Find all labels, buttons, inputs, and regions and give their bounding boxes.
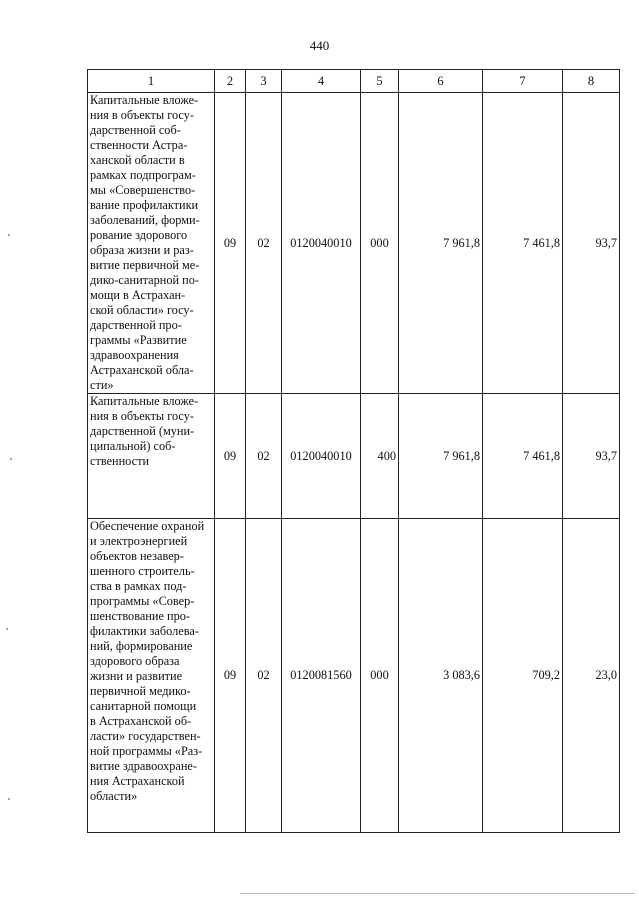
scan-artifact-dot bbox=[6, 628, 8, 630]
cell-percent: 93,7 bbox=[563, 394, 620, 519]
header-row bbox=[88, 70, 620, 93]
cell-percent: 93,7 bbox=[563, 93, 620, 394]
page-number: 440 bbox=[309, 38, 330, 53]
cell-rz: 09 bbox=[215, 394, 246, 519]
column-header: 1 bbox=[88, 70, 215, 93]
cell-vr: 400 bbox=[361, 394, 399, 519]
column-header: 7 bbox=[483, 70, 563, 93]
column-header: 4 bbox=[282, 70, 361, 93]
scan-artifact-dot bbox=[8, 798, 10, 800]
cell-pr: 02 bbox=[246, 394, 282, 519]
row-description: Капитальные вложе- ния в объекты госу- дарственной соб- ственности Астра- ханской области в рамках подпрограм- мы «Совершенство- вание профилактики заболеваний, форми- рование здорового образа жизни и раз- витие первичной ме- дико-санитарной по- мощи в Астрахан- ской области» госу- дарственной про- граммы «Развитие здравоохранения Астраханской обла- сти» bbox=[88, 93, 215, 394]
cell-plan: 7 961,8 bbox=[399, 93, 483, 394]
column-header: 5 bbox=[361, 70, 399, 93]
cell-rz: 09 bbox=[215, 93, 246, 394]
cell-vr: 000 bbox=[361, 93, 399, 394]
table-row bbox=[88, 93, 620, 394]
cell-plan: 7 961,8 bbox=[399, 394, 483, 519]
cell-rz: 09 bbox=[215, 519, 246, 833]
row-description: Обеспечение охраной и электроэнергией объектов незавер- шенного строитель- ства в рамках под- программы «Совер- шенствование про- филактики заболева- ний, формирование здорового образа жизни и развитие первичной медико- санитарной помощи в Астраханской об- ласти» государствен- ной программы «Раз- витие здравоохране- ния Астраханской области» bbox=[88, 519, 215, 833]
cell-csr: 0120040010 bbox=[282, 394, 361, 519]
column-header: 2 bbox=[215, 70, 246, 93]
cell-fact: 7 461,8 bbox=[483, 394, 563, 519]
cell-csr: 0120081560 bbox=[282, 519, 361, 833]
column-header: 3 bbox=[246, 70, 282, 93]
cell-csr: 0120040010 bbox=[282, 93, 361, 394]
cell-percent: 23,0 bbox=[563, 519, 620, 833]
table-row bbox=[88, 519, 620, 833]
cell-plan: 3 083,6 bbox=[399, 519, 483, 833]
budget-table bbox=[87, 69, 620, 833]
cell-fact: 7 461,8 bbox=[483, 93, 563, 394]
cell-fact: 709,2 bbox=[483, 519, 563, 833]
cell-vr: 000 bbox=[361, 519, 399, 833]
scan-artifact-dot bbox=[10, 458, 12, 460]
scan-artifact-line bbox=[240, 893, 635, 894]
table-row bbox=[88, 394, 620, 519]
column-header: 6 bbox=[399, 70, 483, 93]
scan-artifact-dot bbox=[8, 234, 10, 236]
cell-pr: 02 bbox=[246, 93, 282, 394]
row-description: Капитальные вложе- ния в объекты госу- дарственной (муни- ципальной) соб- ственности bbox=[88, 394, 215, 519]
cell-pr: 02 bbox=[246, 519, 282, 833]
column-header: 8 bbox=[563, 70, 620, 93]
